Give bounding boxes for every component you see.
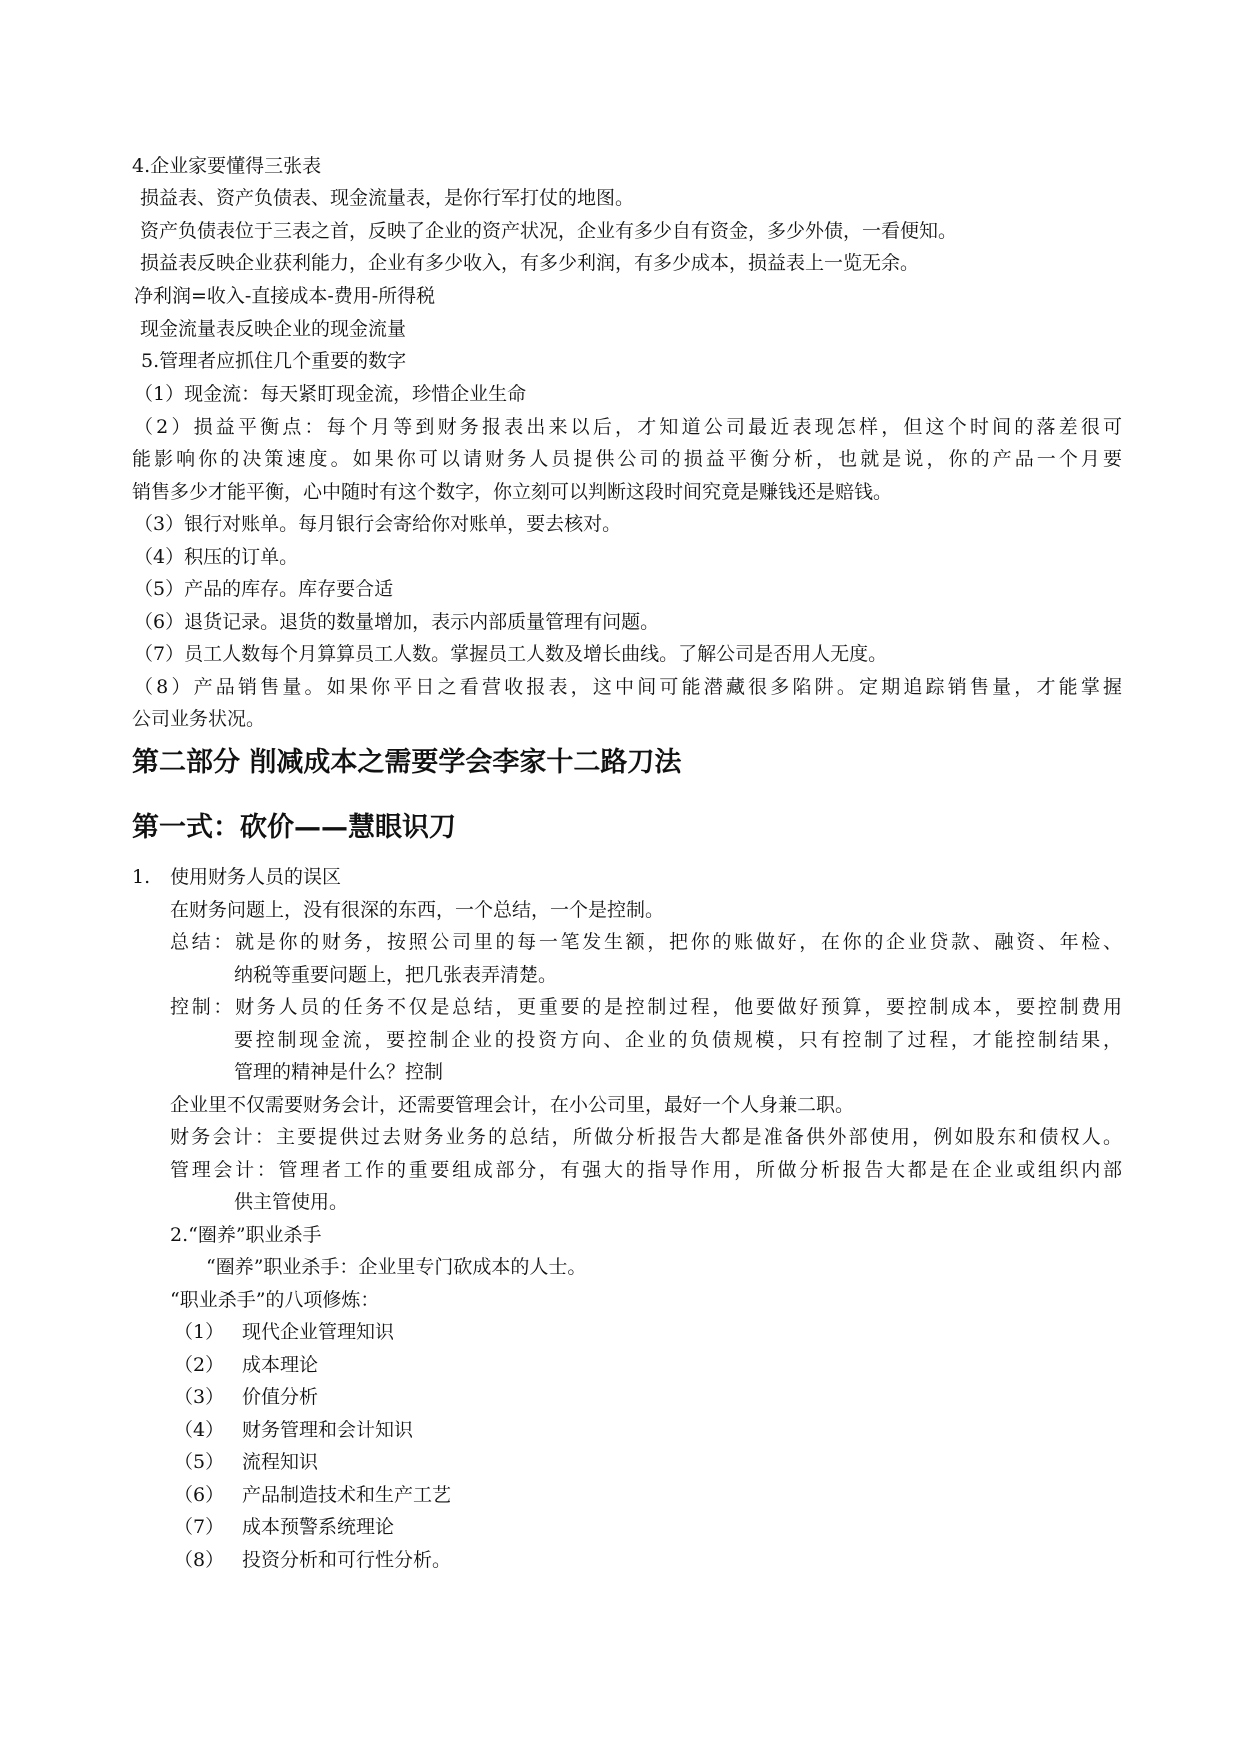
paragraph-line: （8）产品销售量。如果你平日之看营收报表，这中间可能潜藏很多陷阱。定期追踪销售量，才能掌握 — [134, 676, 1122, 698]
paragraph-line: （5）产品的库存。库存要合适 — [134, 578, 394, 600]
paragraph-line: 控制：财务人员的任务不仅是总结，更重要的是控制过程，他要做好预算，要控制成本，要控制费用 — [170, 996, 1122, 1018]
list-item-text: 产品制造技术和生产工艺 — [242, 1484, 452, 1506]
paragraph-line: “职业杀手”的八项修炼： — [170, 1289, 380, 1311]
list-item — [174, 1319, 394, 1345]
list-item-text: 现代企业管理知识 — [242, 1321, 395, 1343]
list-item-text: 投资分析和可行性分析。 — [242, 1549, 452, 1571]
list-item — [174, 1547, 451, 1573]
list-item-number: （6） — [174, 1484, 225, 1506]
list-item-title: 使用财务人员的误区 — [170, 866, 342, 888]
paragraph-line: 总结：就是你的财务，按照公司里的每一笔发生额，把你的账做好，在你的企业贷款、融资、年检、 — [170, 931, 1122, 953]
paragraph-line: 现金流量表反映企业的现金流量 — [140, 318, 407, 340]
part-two-heading: 第二部分 削减成本之需要学会李家十二路刀法 — [132, 747, 682, 778]
paragraph-line: 纳税等重要问题上，把几张表弄清楚。 — [234, 964, 558, 986]
first-style-heading: 第一式：砍价——慧眼识刀 — [132, 812, 456, 843]
paragraph-line: 资产负债表位于三表之首，反映了企业的资产状况，企业有多少自有资金，多少外债，一看便知。 — [140, 220, 958, 242]
section-four-title: 4.企业家要懂得三张表 — [132, 155, 322, 177]
paragraph-line: 管理的精神是什么？控制 — [234, 1061, 444, 1083]
paragraph-line: （7）员工人数每个月算算员工人数。掌握员工人数及增长曲线。了解公司是否用人无度。 — [134, 643, 888, 665]
list-item-text: 成本理论 — [242, 1354, 319, 1376]
paragraph-line: 管理会计：管理者工作的重要组成部分，有强大的指导作用，所做分析报告大都是在企业或组织内部 — [170, 1159, 1122, 1181]
list-item-number: （4） — [174, 1419, 225, 1441]
list-item-text: 财务管理和会计知识 — [242, 1419, 414, 1441]
paragraph-line: 能影响你的决策速度。如果你可以请财务人员提供公司的损益平衡分析，也就是说，你的产品一个月要 — [132, 448, 1122, 470]
section-five-title: 5.管理者应抓住几个重要的数字 — [141, 350, 407, 372]
paragraph-line: 要控制现金流，要控制企业的投资方向、企业的负债规模，只有控制了过程，才能控制结果， — [234, 1029, 1122, 1051]
paragraph-line: 企业里不仅需要财务会计，还需要管理会计，在小公司里，最好一个人身兼二职。 — [170, 1094, 855, 1116]
list-item-number: （1） — [174, 1321, 225, 1343]
paragraph-line: 财务会计：主要提供过去财务业务的总结，所做分析报告大都是准备供外部使用，例如股东和债权人。 — [170, 1126, 1122, 1148]
list-item-number: （5） — [174, 1451, 225, 1473]
paragraph-line: 在财务问题上，没有很深的东西，一个总结，一个是控制。 — [170, 899, 665, 921]
list-item — [174, 1449, 318, 1475]
list-item — [174, 1417, 413, 1443]
list-item-text: 流程知识 — [242, 1451, 319, 1473]
formula-line: 净利润=收入-直接成本-费用-所得税 — [134, 285, 436, 307]
paragraph-line: 损益表、资产负债表、现金流量表，是你行军打仗的地图。 — [140, 187, 635, 209]
list-item-number: （3） — [174, 1386, 225, 1408]
list-item-title: 2.“圈养”职业杀手 — [170, 1224, 322, 1246]
list-item-number: （2） — [174, 1354, 225, 1376]
paragraph-line: 销售多少才能平衡，心中随时有这个数字，你立刻可以判断这段时间究竟是赚钱还是赔钱。 — [132, 481, 893, 503]
list-item — [174, 1482, 451, 1508]
list-item — [174, 1384, 318, 1410]
list-item — [174, 1514, 394, 1540]
list-item-number: （7） — [174, 1516, 225, 1538]
paragraph-line: “圈养”职业杀手：企业里专门砍成本的人士。 — [206, 1256, 587, 1278]
paragraph-line: （1）现金流：每天紧盯现金流，珍惜企业生命 — [134, 383, 527, 405]
paragraph-line: 损益表反映企业获利能力，企业有多少收入，有多少利润，有多少成本，损益表上一览无余。 — [140, 252, 920, 274]
paragraph-line: （2）损益平衡点：每个月等到财务报表出来以后，才知道公司最近表现怎样，但这个时间的落差很可 — [134, 416, 1122, 438]
list-number: 1. — [132, 866, 151, 888]
paragraph-line: 供主管使用。 — [234, 1191, 349, 1213]
paragraph-line: （6）退货记录。退货的数量增加，表示内部质量管理有问题。 — [134, 611, 660, 633]
list-item-text: 成本预警系统理论 — [242, 1516, 395, 1538]
list-item-text: 价值分析 — [242, 1386, 319, 1408]
list-item-number: （8） — [174, 1549, 225, 1571]
paragraph-line: （3）银行对账单。每月银行会寄给你对账单，要去核对。 — [134, 513, 622, 535]
paragraph-line: （4）积压的订单。 — [134, 546, 299, 568]
list-item — [174, 1352, 318, 1378]
paragraph-line: 公司业务状况。 — [132, 708, 266, 730]
